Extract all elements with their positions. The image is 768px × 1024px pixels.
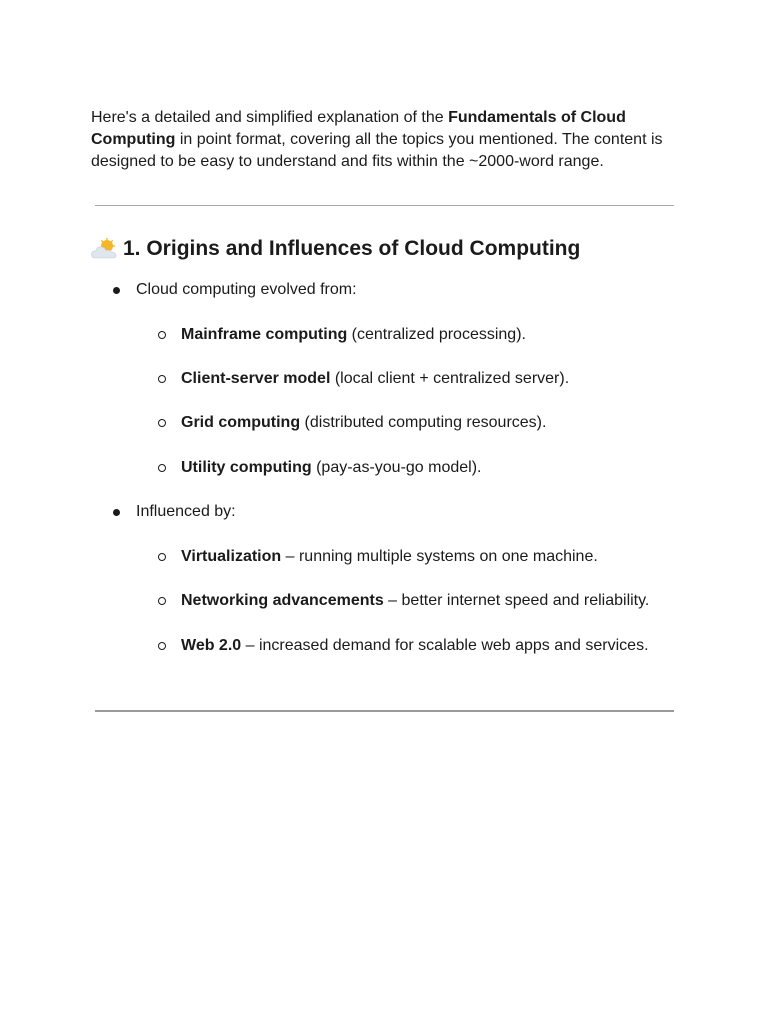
- intro-tail: in point format, covering all the topics you mentioned. The content is designed to be easy to understand and fits within the ~2000-word range.: [91, 131, 663, 170]
- intro-paragraph: [91, 107, 681, 173]
- list-item-term: Client-server model: [181, 370, 331, 387]
- hollow-bullet-icon: [158, 642, 166, 650]
- list-item-term: Utility computing: [181, 459, 312, 476]
- list-item-term: Web 2.0: [181, 637, 242, 654]
- divider-bottom: [95, 710, 674, 712]
- intro-bold-topic: Fundamentals of Cloud Computing: [91, 109, 626, 148]
- section-title: 1. Origins and Influences of Cloud Computing: [123, 237, 581, 260]
- list-item-term: Mainframe computing: [181, 326, 348, 343]
- intro-lead: Here's a detailed and simplified explanation of the: [91, 109, 449, 126]
- hollow-bullet-icon: [158, 331, 166, 339]
- hollow-bullet-icon: [158, 419, 166, 427]
- sun-behind-cloud-icon: [90, 238, 118, 260]
- section-heading: [90, 235, 580, 263]
- hollow-bullet-icon: [158, 464, 166, 472]
- list-item-desc: (centralized processing).: [347, 326, 526, 343]
- list-item-desc: (distributed computing resources).: [300, 414, 547, 431]
- hollow-bullet-icon: [158, 375, 166, 383]
- filled-bullet-icon: [113, 509, 120, 516]
- filled-bullet-icon: [113, 287, 120, 294]
- list-item-desc: (pay-as-you-go model).: [311, 459, 482, 476]
- list-item-label: Cloud computing evolved from:: [136, 281, 357, 298]
- list-item-term: Networking advancements: [181, 592, 384, 609]
- list-item-desc: – better internet speed and reliability.: [383, 592, 650, 609]
- list-item-label: Influenced by:: [136, 503, 236, 520]
- list-item-desc: (local client + centralized server).: [330, 370, 570, 387]
- hollow-bullet-icon: [158, 597, 166, 605]
- list-item-term: Grid computing: [181, 414, 301, 431]
- list-item-desc: – increased demand for scalable web apps and services.: [241, 637, 649, 654]
- list-item-desc: – running multiple systems on one machine.: [281, 548, 598, 565]
- hollow-bullet-icon: [158, 553, 166, 561]
- list-item-term: Virtualization: [181, 548, 282, 565]
- divider-top: [95, 205, 674, 206]
